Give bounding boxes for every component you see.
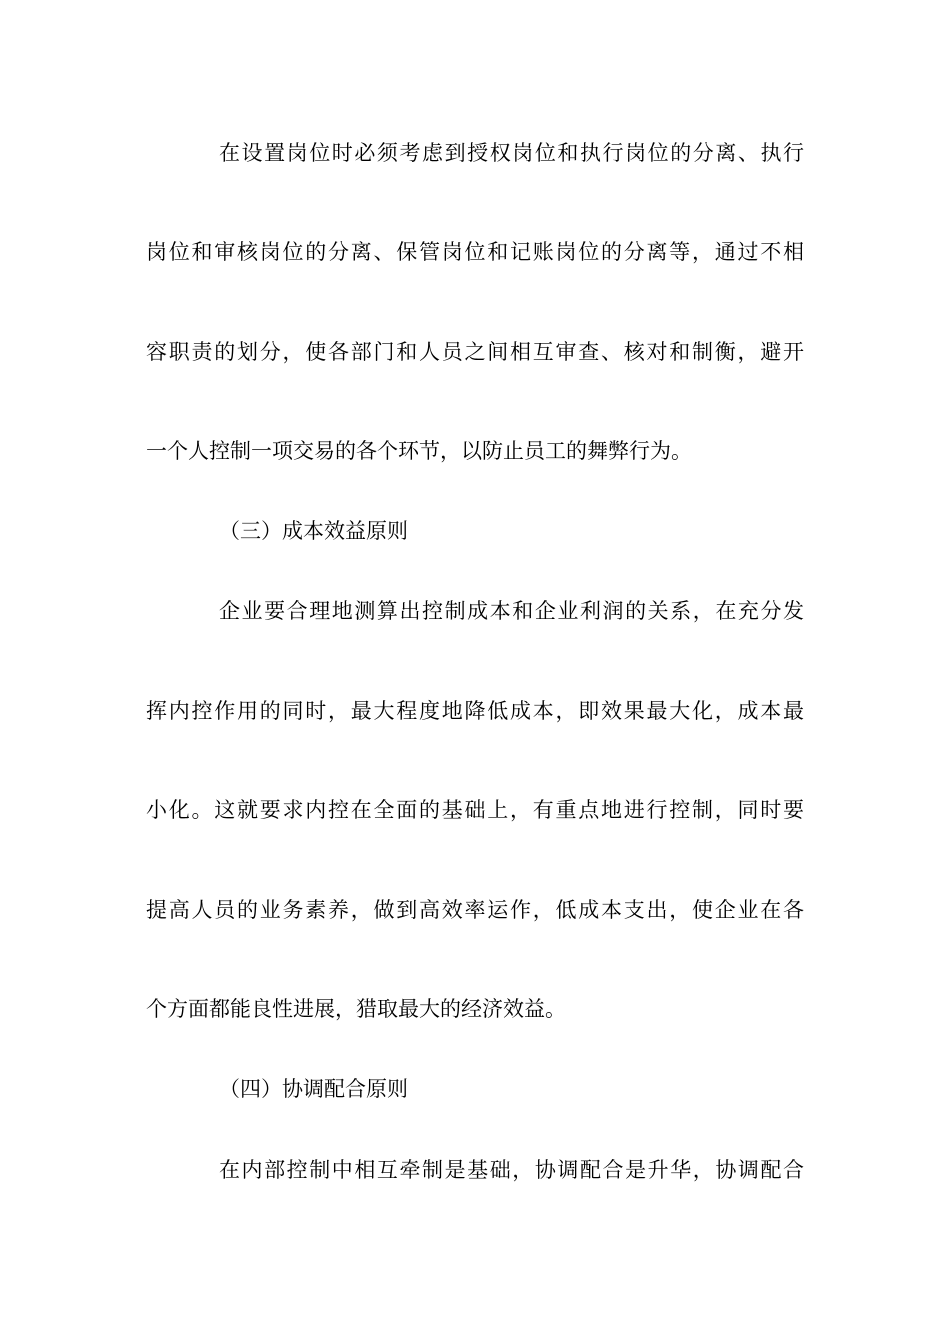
paragraph-1-line-2: 岗位和审核岗位的分离、保管岗位和记账岗位的分离等，通过不相 bbox=[146, 240, 804, 264]
paragraph-1-line-3: 容职责的划分，使各部门和人员之间相互审查、核对和制衡，避开 bbox=[146, 340, 804, 364]
paragraph-1-line-1: 在设置岗位时必须考虑到授权岗位和执行岗位的分离、执行 bbox=[219, 141, 804, 165]
paragraph-3-line-1: 在内部控制中相互牵制是基础，协调配合是升华，协调配合 bbox=[219, 1158, 804, 1182]
section-heading-3: （三）成本效益原则 bbox=[219, 519, 408, 543]
paragraph-2-line-4: 提高人员的业务素养，做到高效率运作，低成本支出，使企业在各 bbox=[146, 898, 804, 922]
section-heading-4: （四）协调配合原则 bbox=[219, 1077, 408, 1101]
paragraph-2-line-3: 小化。这就要求内控在全面的基础上，有重点地进行控制，同时要 bbox=[146, 798, 804, 822]
paragraph-2-line-1: 企业要合理地测算出控制成本和企业利润的关系，在充分发 bbox=[219, 599, 804, 623]
paragraph-1-line-4: 一个人控制一项交易的各个环节，以防止员工的舞弊行为。 bbox=[146, 439, 692, 463]
paragraph-2-line-5: 个方面都能良性进展，猎取最大的经济效益。 bbox=[146, 997, 566, 1021]
paragraph-2-line-2: 挥内控作用的同时，最大程度地降低成本，即效果最大化，成本最 bbox=[146, 699, 804, 723]
